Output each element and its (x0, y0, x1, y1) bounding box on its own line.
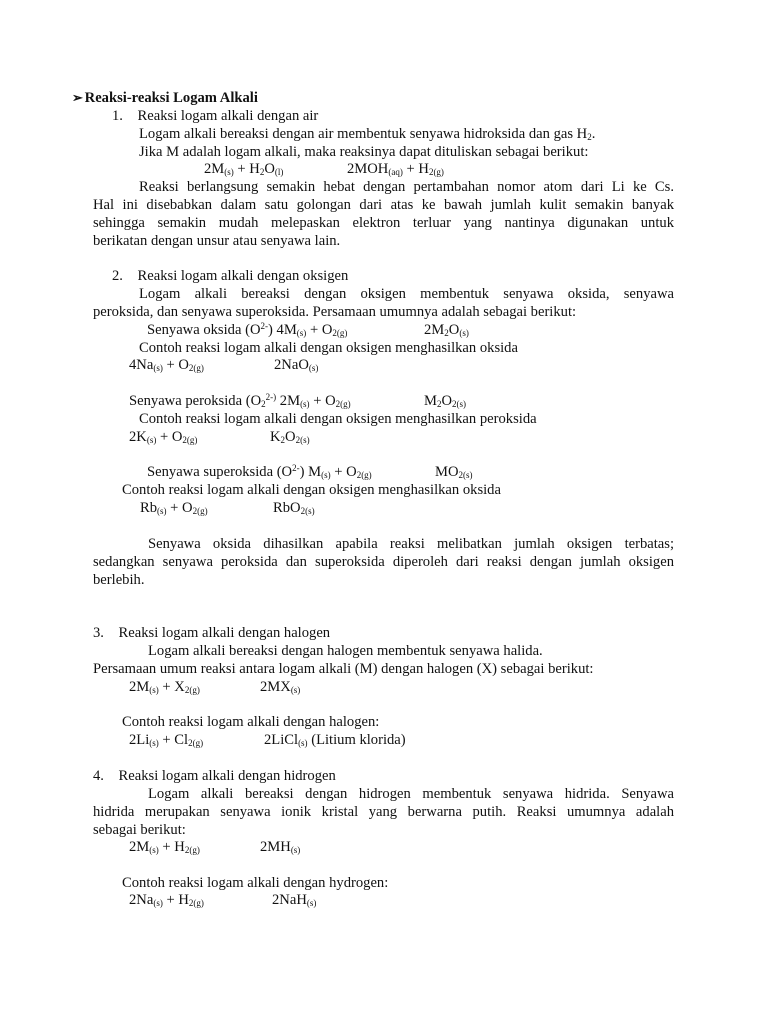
equation-lhs: $2M_{(s)} + H_{2(g)}$ (129, 839, 200, 855)
section-title-text: Reaksi logam alkali dengan hidrogen (118, 768, 336, 784)
paragraph-line: hidrida merupakan senyawa ionik kristal yang berwarna putih. Reaksi umumnya adalah (93, 804, 674, 820)
example-rhs: 2LiCl$_{(s)}$ (Litium klorida) (264, 732, 406, 748)
example-lhs: $2Na_{(s)} + H_{2(g)}$ (129, 892, 204, 908)
paragraph-line: berikatan dengan unsur atau senyawa lain. (93, 233, 341, 249)
paragraph-line: Contoh reaksi logam alkali dengan oksigen menghasilkan oksida (122, 482, 501, 498)
section-3-title (93, 624, 330, 642)
section-2-title (112, 267, 348, 285)
heading-title: Reaksi-reaksi Logam Alkali (84, 90, 258, 106)
paragraph-line: berlebih. (93, 572, 145, 588)
section-title-text: Reaksi logam alkali dengan halogen (118, 625, 331, 641)
main-heading (72, 89, 258, 107)
superoksida-equation: Senyawa superoksida $(O^{2-}) M_{(s)} + O_{2(g)}$ (147, 463, 372, 480)
paragraph-line: Jika M adalah logam alkali, maka reaksinya dapat dituliskan sebagai berikut: (139, 144, 589, 160)
section-number: 1. (112, 108, 123, 124)
paragraph-line: Contoh reaksi logam alkali dengan hydrogen: (122, 875, 389, 891)
arrow-bullet-icon: ➢ (72, 90, 83, 105)
paragraph-line: Contoh reaksi logam alkali dengan halogen: (122, 714, 380, 730)
example-lhs: $2K_{(s)} + O_{2(g)}$ (129, 429, 198, 445)
section-1-title (112, 107, 318, 125)
example-lhs: $4Na_{(s)} + O_{2(g)}$ (129, 357, 204, 373)
equation-rhs: $2MOH_{(aq)} + H_{2(g)}$ (347, 161, 444, 177)
paragraph-line: Logam alkali bereaksi dengan hidrogen membentuk senyawa hidrida. Senyawa (148, 786, 674, 802)
section-title-text: Reaksi logam alkali dengan air (137, 108, 319, 124)
section-title-text: Reaksi logam alkali dengan oksigen (137, 268, 349, 284)
paragraph-line: Contoh reaksi logam alkali dengan oksigen menghasilkan oksida (139, 340, 518, 356)
oksida-product: $2M_2O_{(s)}$ (424, 322, 469, 338)
section-number: 2. (112, 268, 123, 284)
equation-rhs: $2MH_{(s)}$ (260, 839, 301, 855)
paragraph-line: sedangkan senyawa peroksida dan superoksida diperoleh dari reaksi dengan jumlah oksigen (93, 554, 674, 570)
paragraph-line: Logam alkali bereaksi dengan air membentuk senyawa hidroksida dan gas $H_2$. (139, 126, 596, 142)
paragraph-line: Senyawa oksida dihasilkan apabila reaksi melibatkan jumlah oksigen terbatas; (148, 536, 674, 552)
example-lhs: $Rb_{(s)} + O_{2(g)}$ (140, 500, 208, 516)
paragraph-line: sehingga semakin mudah melepaskan elektron terluar yang nantinya digunakan untuk (93, 215, 674, 231)
oksida-equation: Senyawa oksida $(O^{2-}) 4M_{(s)} + O_{2(g)}$ (147, 321, 348, 338)
section-4-title (93, 767, 336, 785)
paragraph-line: peroksida, dan senyawa superoksida. Persamaan umumnya adalah sebagai berikut: (93, 304, 577, 320)
section-number: 3. (93, 625, 104, 641)
paragraph-line: sebagai berikut: (93, 822, 186, 838)
peroksida-product: $M_2O_{2(s)}$ (424, 393, 467, 409)
paragraph-line: Logam alkali bereaksi dengan halogen membentuk senyawa halida. (148, 643, 543, 659)
example-rhs: 2NaH$_{(s)}$ (272, 892, 317, 908)
peroksida-equation: Senyawa peroksida ($O_2^{2-)}$ $2M_{(s)} + O_{2(g)}$ (129, 392, 351, 409)
example-lhs: $2Li_{(s)} + Cl_{2(g)}$ (129, 732, 204, 748)
example-rhs: 2NaO$_{(s)}$ (274, 357, 319, 373)
example-rhs: RbO$_{2(s)}$ (273, 500, 315, 516)
paragraph-line: Hal ini disebabkan dalam satu golongan dari atas ke bawah jumlah kulit semakin banyak (93, 197, 674, 213)
example-rhs: $K_2O_{2(s)}$ (270, 429, 310, 445)
equation-lhs: $2M_{(s)} + X_{2(g)}$ (129, 679, 200, 695)
section-number: 4. (93, 768, 104, 784)
superoksida-product: $MO_{2(s)}$ (435, 464, 473, 480)
paragraph-line: Logam alkali bereaksi dengan oksigen membentuk senyawa oksida, senyawa (139, 286, 674, 302)
equation-rhs: $2MX_{(s)}$ (260, 679, 301, 695)
paragraph-line: Contoh reaksi logam alkali dengan oksigen menghasilkan peroksida (139, 411, 537, 427)
paragraph-line: Reaksi berlangsung semakin hebat dengan pertambahan nomor atom dari Li ke Cs. (139, 179, 674, 195)
equation-lhs: $2M_{(s)} + H_2O_{(l)}$ (204, 161, 284, 177)
paragraph-line: Persamaan umum reaksi antara logam alkali (M) dengan halogen (X) sebagai berikut: (93, 661, 594, 677)
